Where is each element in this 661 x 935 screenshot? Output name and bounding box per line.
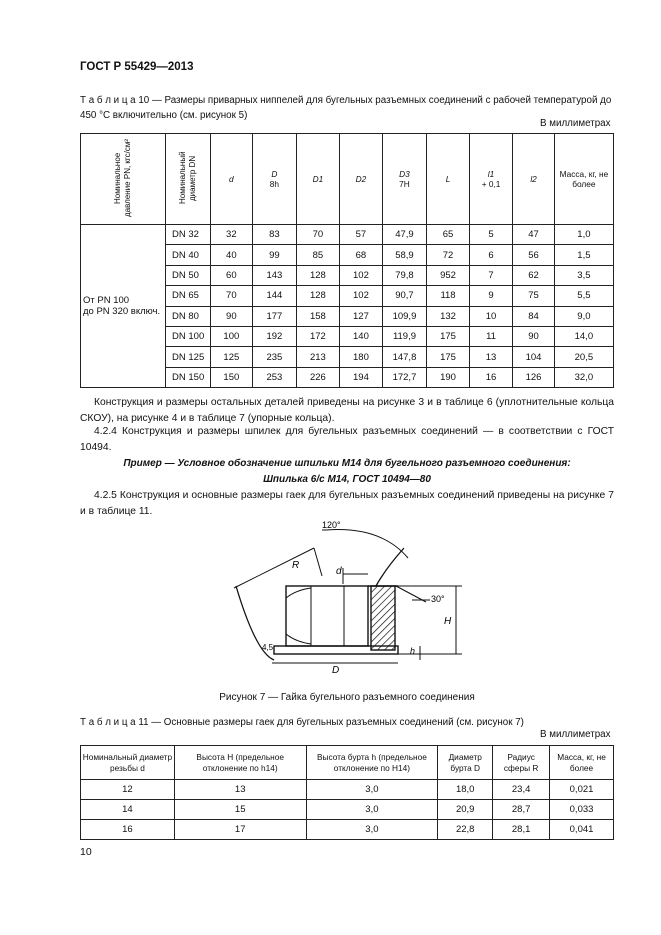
table-cell: 15 [174,800,306,820]
table-cell: 56 [513,245,554,265]
table11-header-cell: Радиус сферы R [493,746,550,780]
header-D3: D3 7H [382,134,427,225]
table-cell: 83 [253,225,297,245]
table11-header-cell: Масса, кг, не более [550,746,614,780]
table-cell: 104 [513,347,554,367]
paragraph-4-2-5: 4.2.5 Конструкция и основные размеры гаек для бугельных разъемных соединений приведены на рисунке 7 и в таблице 11. [80,490,614,517]
H-label: H [444,616,452,627]
table-cell: 79,8 [382,265,427,285]
table-cell: 226 [296,367,340,387]
table-cell: 75 [513,286,554,306]
table-cell: 127 [340,306,383,326]
table-cell: 90 [210,306,253,326]
table-cell: 70 [210,286,253,306]
table-cell: 9 [469,286,513,306]
table-row [81,820,614,840]
table-cell: 90,7 [382,286,427,306]
table10-caption: Т а б л и ц а 10 — Размеры приварных ниппелей для бугельных разъемных соединений с рабочей температурой до 450 °С включительно (см. рисунок 5) [80,95,612,121]
header-dn: Номинальный диаметр DN [166,134,211,225]
table-cell: 85 [296,245,340,265]
table-cell: 192 [253,326,297,346]
table-cell: 1,0 [554,225,613,245]
table-cell: 140 [340,326,383,346]
table-cell: 132 [427,306,470,326]
table-cell: 144 [253,286,297,306]
table11-header-cell: Высота бурта h (предельное отклонение по H14) [306,746,438,780]
table-cell: 3,5 [554,265,613,285]
table-cell: 70 [296,225,340,245]
table-cell: 175 [427,347,470,367]
table-cell: 3,0 [306,800,438,820]
header-D1: D1 [296,134,340,225]
table-cell: 11 [469,326,513,346]
table-cell: 190 [427,367,470,387]
header-pn: Номинальное давление PN, кгс/см² [81,134,166,225]
table-cell: 62 [513,265,554,285]
table-cell: 177 [253,306,297,326]
R-label: R [292,560,300,571]
table-cell: 102 [340,265,383,285]
dn-cell: DN 150 [166,367,211,387]
table-cell: 47,9 [382,225,427,245]
table-cell: 12 [81,780,175,800]
dn-cell: DN 40 [166,245,211,265]
table11-header-cell: Диаметр бурта D [438,746,493,780]
angle-30-label: 30° [431,594,445,604]
table-cell: 126 [513,367,554,387]
table-cell: 9,0 [554,306,613,326]
paragraph-4-2-4: 4.2.4 Конструкция и размеры шпилек для бугельных разъемных соединений — в соответствии с ГОСТ 10494. [80,426,614,453]
table-cell: 235 [253,347,297,367]
table-cell: 17 [174,820,306,840]
table-row [81,800,614,820]
table-cell: 109,9 [382,306,427,326]
figure7-caption: Рисунок 7 — Гайка бугельного разъемного соединения [219,692,475,703]
dn-cell: DN 50 [166,265,211,285]
table-cell: 180 [340,347,383,367]
table-cell: 18,0 [438,780,493,800]
table11-header-row [81,746,614,780]
table-cell: 57 [340,225,383,245]
table-cell: 13 [174,780,306,800]
table-cell: 60 [210,265,253,285]
dn-cell: DN 65 [166,286,211,306]
table-cell: 40 [210,245,253,265]
table-cell: 3,0 [306,780,438,800]
h-label: h [410,646,416,656]
header-l1: l1 + 0,1 [469,134,513,225]
header-D: D 8h [253,134,297,225]
table-cell: 158 [296,306,340,326]
page-number: 10 [80,846,92,858]
table-cell: 90 [513,326,554,346]
table11-caption: Т а б л и ц а 11 — Основные размеры гаек для бугельных разъемных соединений (см. рисунок 7) [80,717,524,728]
table-cell: 147,8 [382,347,427,367]
dn-cell: DN 100 [166,326,211,346]
D-label: D [332,665,340,676]
table-cell: 68 [340,245,383,265]
table-cell: 16 [469,367,513,387]
table10-units: В миллиметрах [540,118,611,129]
header-D2: D2 [340,134,383,225]
table-cell: 20,5 [554,347,613,367]
table-cell: 3,0 [306,820,438,840]
header-l2: l2 [513,134,554,225]
d-label: d [336,566,342,577]
table-cell: 213 [296,347,340,367]
table11-header-cell: Номинальный диаметр резьбы d [81,746,175,780]
table-cell: 172,7 [382,367,427,387]
table-cell: 22,8 [438,820,493,840]
table-cell: 65 [427,225,470,245]
paragraph-1: Конструкция и размеры остальных деталей приведены на рисунке 3 и в таблице 6 (уплотнительные кольца СКОУ), на рисунке 4 и в таблице 7 (упорные кольца). [80,397,614,424]
example-line-1: Пример — Условное обозначение шпильки М14 для бугельного разъемного соединения: [123,458,571,469]
table-cell: 72 [427,245,470,265]
figure7-nut-drawing [226,518,476,683]
table11-body [81,780,614,840]
table-cell: 28,1 [493,820,550,840]
table11 [80,745,614,840]
table-row [81,780,614,800]
table-cell: 20,9 [438,800,493,820]
table-cell: 150 [210,367,253,387]
table-cell: 14 [81,800,175,820]
table-cell: 10 [469,306,513,326]
table-cell: 7 [469,265,513,285]
table-cell: 0,033 [550,800,614,820]
table-cell: 0,021 [550,780,614,800]
table11-units: В миллиметрах [540,729,611,740]
radius-label: 4,5 [262,643,274,652]
pn-range-cell: От PN 100 до PN 320 включ. [81,225,166,388]
header-d: d [210,134,253,225]
dn-cell: DN 32 [166,225,211,245]
table-cell: 14,0 [554,326,613,346]
table-cell: 32 [210,225,253,245]
table-cell: 1,5 [554,245,613,265]
header-L: L [427,134,470,225]
header-mass: Масса, кг, не более [554,134,613,225]
table-cell: 143 [253,265,297,285]
table-cell: 128 [296,265,340,285]
table-cell: 5 [469,225,513,245]
table-cell: 175 [427,326,470,346]
table-cell: 100 [210,326,253,346]
table-cell: 102 [340,286,383,306]
dn-cell: DN 125 [166,347,211,367]
example-line-2: Шпилька 6/с М14, ГОСТ 10494—80 [263,474,431,485]
table-cell: 99 [253,245,297,265]
table11-header-cell: Высота H (предельное отклонение по h14) [174,746,306,780]
table-cell: 58,9 [382,245,427,265]
table-cell: 172 [296,326,340,346]
table-cell: 128 [296,286,340,306]
angle-120-label: 120° [322,520,341,530]
table-cell: 47 [513,225,554,245]
table-cell: 84 [513,306,554,326]
table-cell: 952 [427,265,470,285]
table-cell: 0,041 [550,820,614,840]
table-cell: 125 [210,347,253,367]
table-cell: 194 [340,367,383,387]
table-cell: 13 [469,347,513,367]
table-cell: 6 [469,245,513,265]
table10 [80,133,614,388]
table-row [81,225,614,245]
dn-cell: DN 80 [166,306,211,326]
table-cell: 5,5 [554,286,613,306]
document-header: ГОСТ Р 55429—2013 [80,61,194,73]
table-cell: 32,0 [554,367,613,387]
table-cell: 28,7 [493,800,550,820]
table-cell: 253 [253,367,297,387]
table-cell: 119,9 [382,326,427,346]
table-cell: 16 [81,820,175,840]
table-cell: 118 [427,286,470,306]
table-cell: 23,4 [493,780,550,800]
table10-body [81,225,614,388]
